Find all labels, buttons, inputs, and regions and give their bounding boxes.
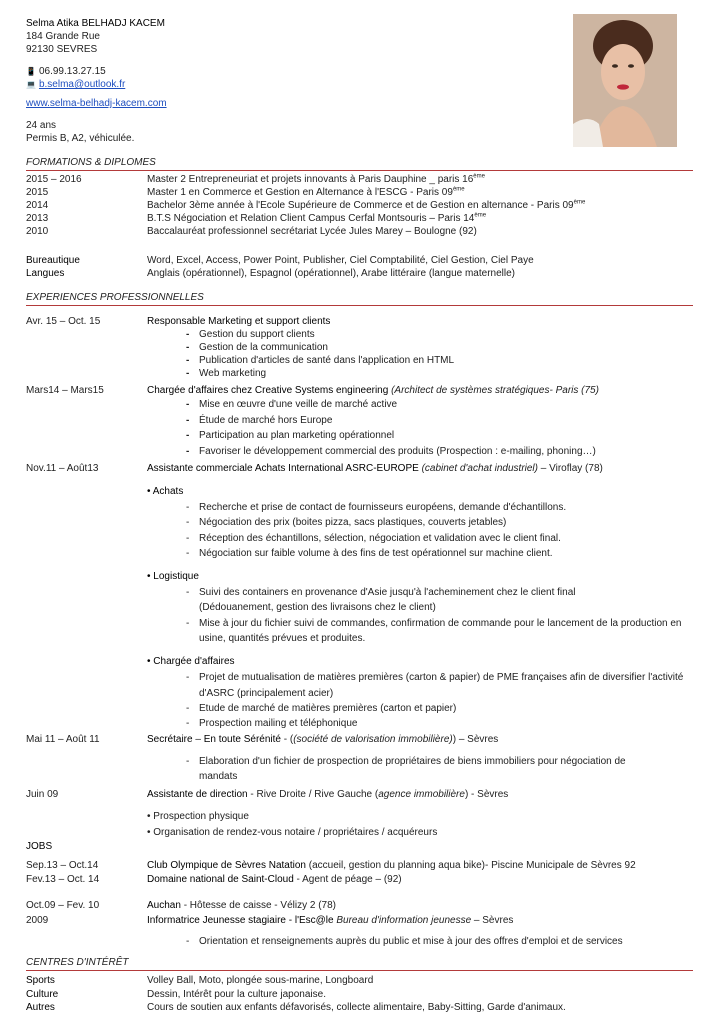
job-date: Fev.13 – Oct. 14 (26, 874, 100, 885)
phone-line (26, 65, 326, 78)
formation-date: 2015 – 2016 (26, 174, 82, 185)
skill-row-bureautique (26, 254, 696, 267)
list-item: • Organisation de rendez-vous notaire / propriétaires / acquéreurs (147, 827, 438, 838)
list-item: - Prospection mailing et téléphonique (147, 716, 695, 731)
contact-block (26, 17, 326, 145)
experience-detail: (société de valorisation immobilière) (293, 734, 453, 745)
list-item: - Gestion de la communication (147, 341, 695, 354)
address-line-1: 184 Grande Rue (26, 31, 100, 42)
interest-text: Volley Ball, Moto, plongée sous-marine, Longboard (147, 975, 374, 986)
computer-icon: 💻 (26, 80, 36, 89)
formation-date: 2015 (26, 187, 49, 198)
section-title-formations: FORMATIONS & DIPLOMES (26, 156, 693, 171)
email-line (26, 78, 326, 91)
formation-text: Baccalauréat professionnel secrétariat Lycée Jules Marey – Boulogne (92) (147, 226, 477, 237)
experience-tasks (147, 809, 695, 841)
experience-detail: (Architect de systèmes stratégiques- Paris (75) (391, 385, 599, 396)
subheading-chargee: • Chargée d'affaires (147, 656, 235, 668)
phone-icon: 📱 (26, 67, 36, 76)
list-item: • Prospection physique (147, 811, 249, 822)
skill-label: Langues (26, 268, 65, 279)
subheading-achats: • Achats (147, 486, 184, 497)
experience-place: – Viroflay (78) (540, 463, 603, 474)
bullet-icon: • (147, 656, 151, 668)
experience-employer: En toute Sérénité (203, 734, 281, 745)
formation-date: 2010 (26, 226, 49, 237)
list-item: - Orientation et renseignements auprès du public et mise à jour des offres d'emploi et de services (147, 935, 695, 948)
experience-tasks (147, 328, 695, 380)
achats-tasks (147, 500, 695, 561)
skill-text: Word, Excel, Access, Power Point, Publisher, Ciel Comptabilité, Ciel Gestion, Ciel Paye (147, 255, 534, 266)
full-name: Selma Atika BELHADJ KACEM (26, 18, 165, 29)
experience-title: Secrétaire (147, 734, 193, 745)
job-title: Club Olympique de Sèvres Natation (147, 860, 306, 871)
experience-place: – Sèvres (458, 734, 499, 745)
experience-detail: (cabinet d'achat industriel) (421, 463, 538, 474)
list-item: - Recherche et prise de contact de fournisseurs européens, demande d'échantillons. (147, 500, 695, 515)
phone-number: 06.99.13.27.15 (38, 66, 106, 77)
job-date: 2009 (26, 915, 49, 926)
job-detail: Bureau d'information jeunesse (336, 915, 472, 926)
experience-title: Assistante commerciale Achats International ASRC-EUROPE (147, 463, 419, 474)
bullet-icon: • (147, 486, 151, 497)
website-link[interactable]: www.selma-belhadj-kacem.com (26, 98, 167, 109)
formation-text: Bachelor 3ème année à l'Ecole Supérieure de Commerce et de Gestion en alternance - Paris 09ème (147, 199, 586, 211)
job-date: Sep.13 – Oct.14 (26, 860, 99, 871)
logistique-tasks (147, 585, 695, 646)
interest-text: Cours de soutien aux enfants défavorisés, collecte alimentaire, Baby-Sitting, Garde d'animaux. (147, 1002, 566, 1013)
formation-text: Master 1 en Commerce et Gestion en Alternance à l'ESCG - Paris 09ème (147, 186, 465, 198)
skill-row-langues (26, 267, 696, 280)
experience-title: Chargée d'affaires chez Creative Systems engineering (147, 385, 389, 396)
list-item: - Mise à jour du fichier suivi de commandes, confirmation de commande pour le lancement de la production en usine, quantités prévues et produites. (147, 616, 695, 647)
list-item: - Suivi des containers en provenance d'Asie jusqu'à l'acheminement chez le client final (Dédouanement, gestion des livraisons chez le client) (147, 585, 695, 616)
job-detail: (accueil, gestion du planning aqua bike)- Piscine Municipale de Sèvres 92 (308, 860, 636, 871)
job-date: Oct.09 – Fev. 10 (26, 900, 100, 911)
formation-row (26, 199, 696, 212)
list-item: - Étude de marché hors Europe (147, 413, 695, 429)
list-item: - Projet de mutualisation de matières premières (carton & papier) de PME françaises afin de diversifier l'activité d'ASRC (principalement acier) (147, 670, 695, 701)
list-item: - Négociation sur faible volume à des fins de test opérationnel sur machine client. (147, 546, 695, 561)
formations-list (26, 173, 696, 238)
formation-row (26, 173, 696, 186)
driving-licence: Permis B, A2, véhiculée. (26, 133, 135, 144)
experience-date: Avr. 15 – Oct. 15 (26, 316, 101, 327)
skill-text: Anglais (opérationnel), Espagnol (opérationnel), Arabe littéraire (langue maternelle) (147, 268, 515, 279)
list-item: - Favoriser le développement commercial des produits (Prospection : e-mailing, phoning…) (147, 444, 695, 460)
formation-text: Master 2 Entrepreneuriat et projets innovants à Paris Dauphine _ paris 16ème (147, 173, 485, 185)
job-title: Domaine national de Saint-Cloud (147, 874, 294, 885)
email-link[interactable]: b.selma@outlook.fr (38, 79, 126, 90)
list-item: - Négociation des prix (boites pizza, sacs plastiques, couverts jetables) (147, 515, 695, 530)
experience-tasks (147, 754, 695, 784)
portrait-illustration (573, 14, 677, 147)
profile-photo (573, 14, 677, 147)
list-item: - Web marketing (147, 367, 695, 380)
skill-label: Bureautique (26, 255, 80, 266)
job-title: Informatrice Jeunesse stagiaire - l'Esc@le (147, 915, 334, 926)
list-item: - Elaboration d'un fichier de prospection de propriétaires de biens immobiliers pour négociation de mandats (147, 754, 695, 784)
job-detail: - Hôtesse de caisse - Vélizy 2 (78) (183, 900, 336, 911)
experience-date: Mai 11 – Août 11 (26, 734, 100, 745)
formation-date: 2013 (26, 213, 49, 224)
formation-row (26, 186, 696, 199)
experience-title: Assistante de direction (147, 789, 248, 800)
formation-row (26, 212, 696, 225)
experience-date: Juin 09 (26, 789, 59, 800)
interest-text: Dessin, Intérêt pour la culture japonaise. (147, 989, 326, 1000)
experience-title: Responsable Marketing et support clients (147, 316, 331, 327)
list-item: - Participation au plan marketing opérationnel (147, 428, 695, 444)
formation-row (26, 225, 696, 238)
job-title: Auchan (147, 900, 181, 911)
interest-label: Culture (26, 989, 59, 1000)
list-item: - Réception des échantillons, sélection, négociation et validation avec le client final. (147, 531, 695, 546)
section-title-interets: CENTRES D'INTÉRÊT (26, 956, 693, 971)
chargee-tasks (147, 670, 695, 731)
formation-text: B.T.S Négociation et Relation Client Campus Cerfal Montsouris – Paris 14ème (147, 212, 487, 224)
experience-tasks (147, 397, 695, 459)
interest-label: Autres (26, 1002, 55, 1013)
section-title-experiences: EXPERIENCES PROFESSIONNELLES (26, 291, 693, 306)
list-item: - Etude de marché de matières premières (carton et papier) (147, 701, 695, 716)
address-line-2: 92130 SEVRES (26, 44, 98, 55)
subheading-logistique: • Logistique (147, 571, 199, 583)
job-detail: - Agent de péage – (92) (296, 874, 402, 885)
formation-date: 2014 (26, 200, 49, 211)
bullet-icon: • (147, 571, 151, 583)
list-item: - Publication d'articles de santé dans l'application en HTML (147, 354, 695, 367)
job-place: – Sèvres (473, 915, 514, 926)
interest-label: Sports (26, 975, 55, 986)
section-title-jobs: JOBS (26, 841, 53, 852)
experience-date: Nov.11 – Août13 (26, 463, 99, 474)
age: 24 ans (26, 120, 57, 131)
experience-date: Mars14 – Mars15 (26, 385, 104, 396)
list-item: - Mise en œuvre d'une veille de marché active (147, 397, 695, 413)
list-item: - Gestion du support clients (147, 328, 695, 341)
